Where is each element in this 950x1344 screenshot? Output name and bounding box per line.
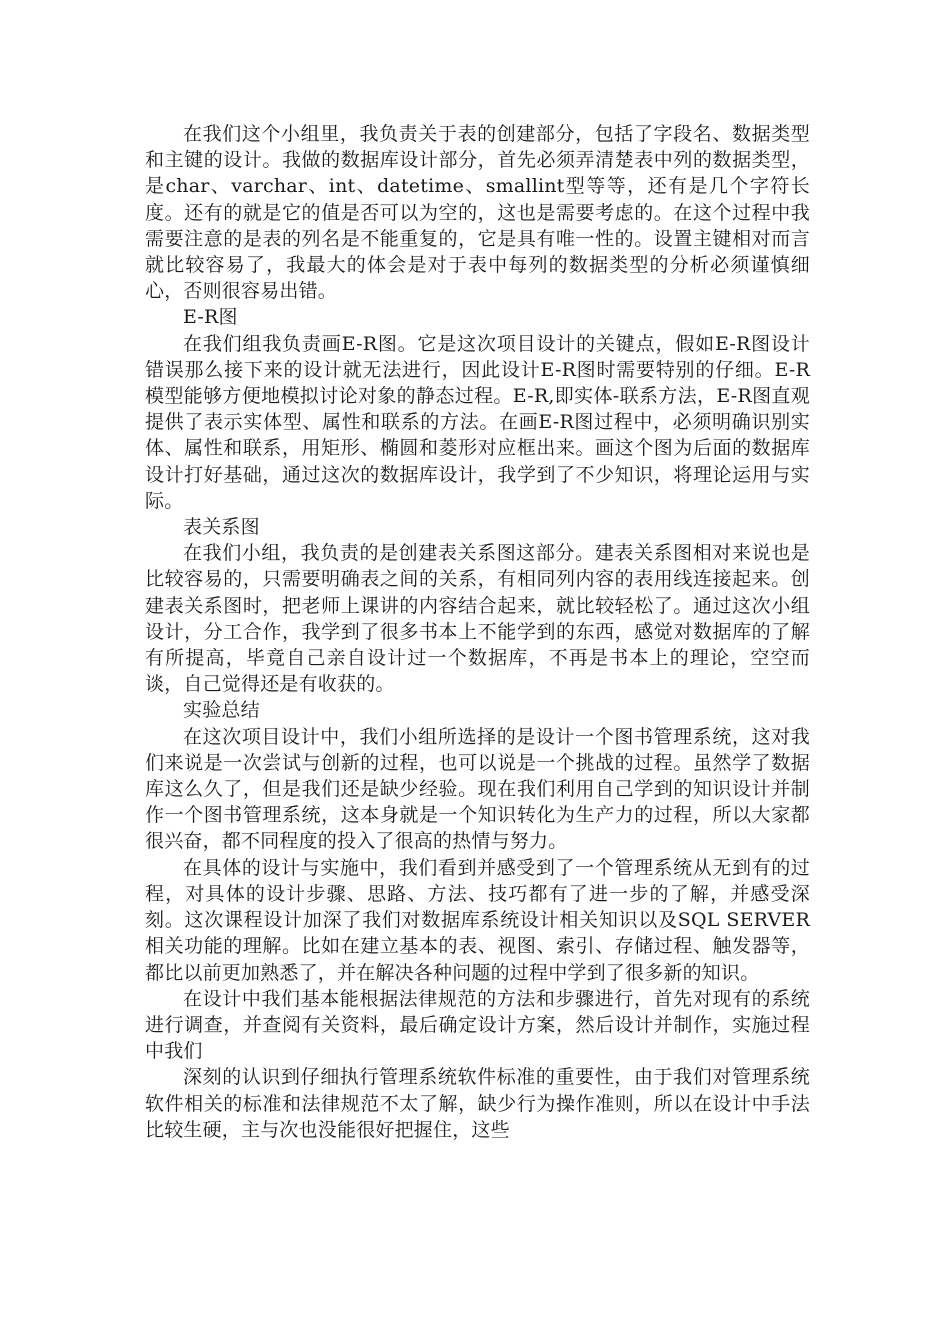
paragraph-table-relation: 在我们小组，我负责的是创建表关系图这部分。建表关系图相对来说也是比较容易的，只需要明确表之间的关系，有相同列内容的表用线连接起来。创建表关系图时，把老师上课讲的内容结合起来，就比较轻松了。通过这次小组设计，分工合作，我学到了很多书本上不能学到的东西，感觉对数据库的了解有所提高，毕竟自己亲自设计过一个数据库，不再是书本上的理论，空空而谈，自己觉得还是有收获的。	[145, 542, 810, 696]
paragraph-summary-4: 深刻的认识到仔细执行管理系统软件标准的重要性，由于我们对管理系统软件相关的标准和法律规范不太了解，缺少行为操作准则，所以在设计中手法比较生硬，主与次也没能很好把握住，这些	[145, 1066, 810, 1141]
document-page	[145, 121, 810, 1143]
paragraph-er-diagram: 在我们组我负责画E-R图。它是这次项目设计的关键点，假如E-R图设计错误那么接下来的设计就无法进行，因此设计E-R图时需要特别的仔细。E-R模型能够方便地模拟讨论对象的静态过程。E-R,即实体-联系方法，E-R图直观提供了表示实体型、属性和联系的方法。在画E-R图过程中，必须明确识别实体、属性和联系，用矩形、椭圆和菱形对应框出来。画这个图为后面的数据库设计打好基础，通过这次的数据库设计，我学到了不少知识，将理论运用与实际。	[145, 332, 810, 512]
paragraph-table-creation: 在我们这个小组里，我负责关于表的创建部分，包括了字段名、数据类型和主键的设计。我做的数据库设计部分，首先必须弄清楚表中列的数据类型，是char、varchar、int、datetime、smallint型等等，还有是几个字符长度。还有的就是它的值是否可以为空的，这也是需要考虑的。在这个过程中我需要注意的是表的列名是不能重复的，它是具有唯一性的。设置主键相对而言就比较容易了，我最大的体会是对于表中每列的数据类型的分析必须谨慎细心，否则很容易出错。	[145, 123, 810, 303]
paragraph-summary-1: 在这次项目设计中，我们小组所选择的是设计一个图书管理系统，这对我们来说是一次尝试与创新的过程，也可以说是一个挑战的过程。虽然学了数据库这么久了，但是我们还是缺少经验。现在我们利用自己学到的知识设计并制作一个图书管理系统，这本身就是一个知识转化为生产力的过程，所以大家都很兴奋，都不同程度的投入了很高的热情与努力。	[145, 725, 810, 853]
paragraph-summary-3: 在设计中我们基本能根据法律规范的方法和步骤进行，首先对现有的系统进行调查，并查阅有关资料，最后确定设计方案，然后设计并制作，实施过程中我们	[145, 987, 810, 1063]
section-heading-summary: 实验总结	[183, 699, 260, 722]
section-heading-er-diagram: E-R图	[183, 306, 238, 329]
paragraph-summary-2: 在具体的设计与实施中，我们看到并感受到了一个管理系统从无到有的过程，对具体的设计步骤、思路、方法、技巧都有了进一步的了解，并感受深刻。这次课程设计加深了我们对数据库系统设计相关知识以及SQL SERVER相关功能的理解。比如在建立基本的表、视图、索引、存储过程、触发器等，都比以前更加熟悉了，并在解决各种问题的过程中学到了很多新的知识。	[145, 856, 810, 984]
section-heading-table-relation: 表关系图	[183, 516, 260, 539]
